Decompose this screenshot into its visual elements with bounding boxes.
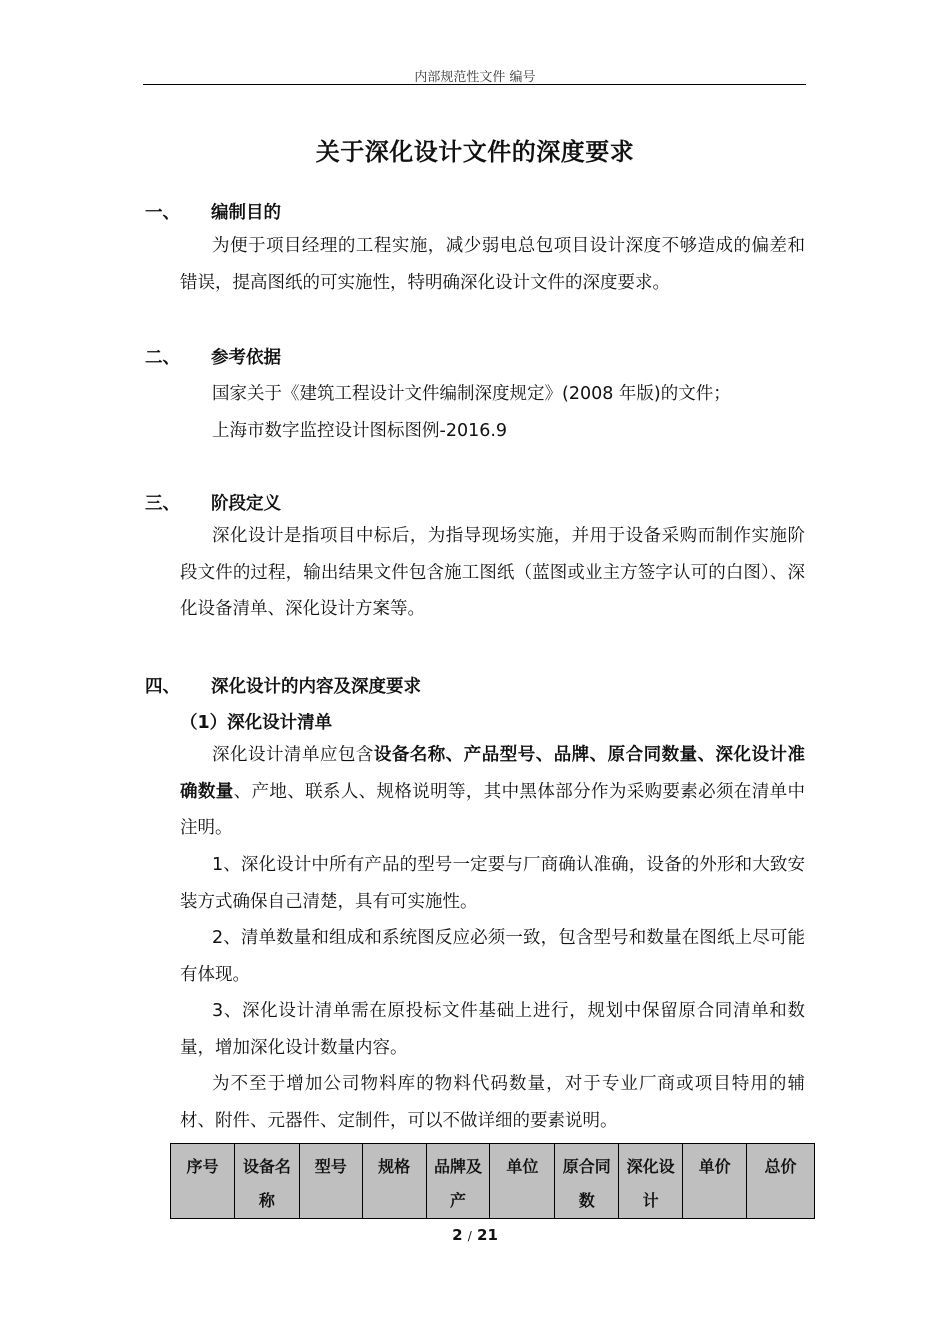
section-paragraph-3: 深化设计是指项目中标后，为指导现场实施，并用于设备采购而制作实施阶段文件的过程，输出结果文件包含施工图纸（蓝图或业主方签字认可的白图）、深化设备清单、深化设计方案等。 <box>180 526 805 619</box>
table-header-row <box>171 1144 815 1219</box>
intro-text: 深化设计清单应包含 <box>212 745 374 765</box>
section-number: 一、 <box>145 203 180 223</box>
section-number: 二、 <box>145 348 180 368</box>
section-title: 阶段定义 <box>211 494 281 514</box>
total-pages: 21 <box>477 1226 498 1244</box>
section-title: 深化设计的内容及深度要求 <box>211 677 421 697</box>
reference-line-1: 国家关于《建筑工程设计文件编制深度规定》(2008 年版)的文件； <box>212 384 731 404</box>
list-item-3: 3、深化设计清单需在原投标文件基础上进行，规划中保留原合同清单和数量，增加深化设计数量内容。 <box>180 1001 805 1058</box>
list-item-1: 1、深化设计中所有产品的型号一定要与厂商确认准确，设备的外形和大致安装方式确保自己清楚，具有可实施性。 <box>180 855 805 912</box>
section-title: 编制目的 <box>211 203 281 223</box>
section-heading-2 <box>145 344 281 369</box>
note-paragraph: 为不至于增加公司物料库的物料代码数量，对于专业厂商或项目特用的辅材、附件、元器件、定制件，可以不做详细的要素说明。 <box>180 1074 805 1131</box>
page-separator: / <box>467 1229 472 1243</box>
table-header-cell: 序号 <box>171 1144 235 1219</box>
page-header: 内部规范性文件 编号 <box>414 70 536 85</box>
section-number: 四、 <box>145 677 180 697</box>
table-header-cell: 单位 <box>490 1144 555 1219</box>
section-heading-4 <box>145 673 421 698</box>
section-title: 参考依据 <box>211 348 281 368</box>
header-divider <box>143 84 806 85</box>
list-intro-paragraph <box>180 737 805 847</box>
list-item-2: 2、清单数量和组成和系统图反应必须一致，包含型号和数量在图纸上尽可能有体现。 <box>180 928 805 985</box>
intro-bold-text: 设备名称、产品型号、品牌、原合同数量、深化设计准确数量 <box>180 745 805 802</box>
table-header-cell: 品牌及产 <box>426 1144 490 1219</box>
section-heading-3 <box>145 490 281 515</box>
table-header-cell: 深化设计 <box>619 1144 683 1219</box>
section-paragraph-1: 为便于项目经理的工程实施，减少弱电总包项目设计深度不够造成的偏差和错误，提高图纸的可实施性，特明确深化设计文件的深度要求。 <box>180 236 805 293</box>
table-header-cell: 规格 <box>362 1144 426 1219</box>
table-header-cell: 型号 <box>299 1144 362 1219</box>
table-header-cell: 总价 <box>747 1144 815 1219</box>
document-title: 关于深化设计文件的深度要求 <box>315 138 635 166</box>
current-page: 2 <box>452 1226 463 1244</box>
table-header-cell: 设备名称 <box>234 1144 299 1219</box>
table-header-cell: 原合同数 <box>555 1144 619 1219</box>
equipment-table <box>170 1143 815 1219</box>
page-number <box>0 1226 950 1244</box>
subsection-heading: （1）深化设计清单 <box>180 713 333 733</box>
intro-text-end: 、产地、联系人、规格说明等，其中黑体部分作为采购要素必须在清单中注明。 <box>180 781 806 838</box>
section-heading-1 <box>145 199 281 224</box>
table-header-cell: 单价 <box>683 1144 747 1219</box>
reference-line-2: 上海市数字监控设计图标图例-2016.9 <box>212 421 508 441</box>
section-number: 三、 <box>145 494 180 514</box>
